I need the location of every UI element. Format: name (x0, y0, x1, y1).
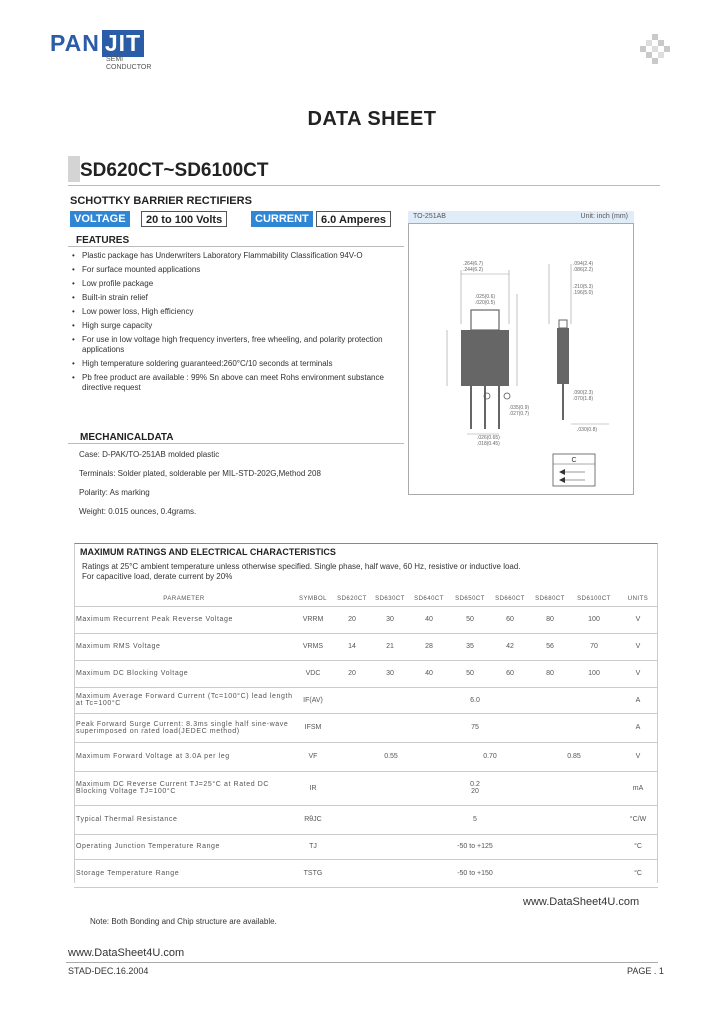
table-cell: 20 (332, 606, 372, 633)
table-cell: Maximum Forward Voltage at 3.0A per leg (74, 742, 294, 771)
table-cell: 100 (570, 606, 618, 633)
table-cell: °C (618, 859, 658, 887)
table-cell: Maximum Average Forward Current (Tc=100°C) lead length at Tc=100°C (74, 687, 294, 713)
table-cell: V (618, 742, 658, 771)
decorative-squares-icon (640, 34, 670, 64)
table-cell: Maximum RMS Voltage (74, 633, 294, 660)
table-row (74, 713, 658, 742)
feature-item: • High temperature soldering guaranteed:260°C/10 seconds at terminals (72, 359, 406, 369)
logo-subtitle: SEMI CONDUCTOR (106, 56, 152, 71)
package-side-body (557, 328, 569, 384)
table-row (74, 606, 658, 633)
feature-item: • For surface mounted applications (72, 265, 406, 275)
table-cell (332, 713, 618, 742)
table-cell: IF(AV) (294, 687, 332, 713)
table-cell: V (618, 660, 658, 687)
table-cell (332, 771, 618, 805)
table-cell: 80 (530, 660, 570, 687)
table-cell-value: 75 (471, 724, 479, 731)
ratings-conditions: Ratings at 25°C ambient temperature unless otherwise specified. Single phase, half wave, 60 Hz, resistive or inductive load. For capacitive load, derate current by 20% (82, 562, 521, 581)
package-tab (471, 310, 499, 330)
table-cell-value: 0.2 (470, 781, 480, 788)
table-row (74, 771, 658, 805)
product-subtitle: SCHOTTKY BARRIER RECTIFIERS (70, 195, 252, 207)
table-cell: 0.55 (332, 742, 450, 771)
feature-item: • Built-in strain relief (72, 293, 406, 303)
dim-h: .030(0.8) (577, 427, 598, 433)
table-cell: IR (294, 771, 332, 805)
mechanical-item: Terminals: Solder plated, solderable per MIL-STD-202G,Method 208 (79, 469, 321, 478)
table-cell: 80 (530, 606, 570, 633)
table-cell: 14 (332, 633, 372, 660)
dim-a: .264(6.7) .244(6.2) (463, 261, 484, 273)
table-cell: 28 (408, 633, 450, 660)
feature-item: • Low profile package (72, 279, 406, 289)
package-header (408, 211, 634, 223)
voltage-label: VOLTAGE (70, 211, 130, 227)
feature-item: • Pb free product are available : 99% Sn above can meet Rohs environment substance directive request (72, 373, 406, 393)
dim-e: .035(0.9) .027(0.7) (509, 405, 530, 417)
dim-d: .025(0.6) .020(0.5) (475, 294, 496, 306)
table-row (74, 859, 658, 887)
page-number: PAGE . 1 (627, 966, 664, 976)
circuit-label: C (571, 457, 577, 464)
table-cell: 35 (450, 633, 490, 660)
table-cell: 20 (332, 660, 372, 687)
package-units: Unit: inch (mm) (580, 213, 628, 220)
table-cell: TJ (294, 834, 332, 859)
logo-jit: JIT (102, 30, 144, 57)
part-number: SD620CT~SD6100CT (80, 160, 269, 181)
table-cell: 30 (372, 606, 408, 633)
table-cell: Maximum DC Blocking Voltage (74, 660, 294, 687)
table-cell: VDC (294, 660, 332, 687)
table-cell: 50 (450, 660, 490, 687)
table-cell: 42 (490, 633, 530, 660)
table-cell: Storage Temperature Range (74, 859, 294, 887)
package-body (461, 330, 509, 386)
feature-item: • Plastic package has Underwriters Laboratory Flammability Classification 94V-O (72, 251, 406, 261)
table-cell (332, 805, 618, 834)
table-cell: VRRM (294, 606, 332, 633)
brand-logo (50, 30, 144, 57)
divider (68, 185, 660, 186)
table-cell-value: 5 (473, 816, 477, 823)
table-cell-value: -50 to +150 (457, 869, 493, 877)
table-header-cell: SD660CT (490, 592, 530, 606)
table-cell: 21 (372, 633, 408, 660)
table-cell: Maximum Recurrent Peak Reverse Voltage (74, 606, 294, 633)
table-cell: °C (618, 834, 658, 859)
footer-divider (66, 962, 658, 963)
mechanical-item: Weight: 0.015 ounces, 0.4grams. (79, 507, 197, 516)
table-cell-value: 20 (471, 788, 479, 795)
table-row (74, 687, 658, 713)
package-name: TO-251AB (413, 213, 446, 220)
table-header-cell: SYMBOL (294, 592, 332, 606)
ratings-heading: MAXIMUM RATINGS AND ELECTRICAL CHARACTERISTICS (80, 547, 336, 557)
package-outline-diagram (409, 224, 635, 496)
table-cell: RθJC (294, 805, 332, 834)
logo-pan: PAN (50, 30, 100, 56)
table-cell: Typical Thermal Resistance (74, 805, 294, 834)
table-header-cell: SD650CT (450, 592, 490, 606)
table-cell: 70 (570, 633, 618, 660)
table-cell: 56 (530, 633, 570, 660)
table-row (74, 834, 658, 859)
table-cell: A (618, 713, 658, 742)
table-cell: Operating Junction Temperature Range (74, 834, 294, 859)
table-header-cell: UNITS (618, 592, 658, 606)
table-cell: Maximum DC Reverse Current TJ=25°C at Rated DC Blocking Voltage TJ=100°C (74, 771, 294, 805)
table-cell (332, 859, 618, 887)
table-cell (332, 834, 618, 859)
features-divider (68, 246, 404, 247)
feature-item: • High surge capacity (72, 321, 406, 331)
feature-item: • For use in low voltage high frequency inverters, free wheeling, and polarity protection applications (72, 335, 406, 355)
dim-g: .026(0.65) .018(0.45) (477, 435, 500, 447)
table-row (74, 660, 658, 687)
table-header-cell: SD640CT (408, 592, 450, 606)
table-header-cell: SD680CT (530, 592, 570, 606)
mechanical-list (79, 450, 399, 526)
table-cell: mA (618, 771, 658, 805)
part-number-marker (68, 156, 80, 182)
table-cell: 60 (490, 606, 530, 633)
table-header-cell: SD620CT (332, 592, 372, 606)
package-drawing (408, 223, 634, 495)
table-cell: IFSM (294, 713, 332, 742)
table-cell-value: 6.0 (470, 696, 480, 704)
watermark-bottom[interactable]: www.DataSheet4U.com (68, 947, 185, 959)
ratings-table (74, 592, 658, 888)
document-code: STAD-DEC.16.2004 (68, 966, 149, 976)
features-heading: FEATURES (76, 235, 130, 246)
table-row (74, 805, 658, 834)
current-label: CURRENT (251, 211, 313, 227)
table-header-cell: PARAMETER (74, 592, 294, 606)
watermark-top[interactable]: www.DataSheet4U.com (523, 896, 640, 908)
table-cell: TSTG (294, 859, 332, 887)
table-cell: VF (294, 742, 332, 771)
table-cell: A (618, 687, 658, 713)
table-row (74, 633, 658, 660)
table-cell: 40 (408, 606, 450, 633)
mechanical-heading: MECHANICALDATA (80, 432, 174, 443)
table-cell: 0.70 (450, 742, 530, 771)
mechanical-divider (68, 443, 404, 444)
mechanical-item: Polarity: As marking (79, 488, 150, 497)
table-header-cell: SD6100CT (570, 592, 618, 606)
table-cell: Peak Forward Surge Current: 8.3ms single half sine-wave superimposed on rated load(JEDEC method) (74, 713, 294, 742)
table-cell: V (618, 606, 658, 633)
table-cell: 50 (450, 606, 490, 633)
table-cell (332, 687, 618, 713)
voltage-value: 20 to 100 Volts (141, 211, 227, 227)
table-cell: 40 (408, 660, 450, 687)
table-cell: 60 (490, 660, 530, 687)
table-header-cell: SD630CT (372, 592, 408, 606)
dim-b: .094(2.4) .086(2.2) (573, 261, 594, 273)
mechanical-item: Case: D-PAK/TO-251AB molded plastic (79, 450, 220, 459)
table-cell: 100 (570, 660, 618, 687)
table-cell: °C/W (618, 805, 658, 834)
current-value: 6.0 Amperes (316, 211, 391, 227)
table-row (74, 742, 658, 771)
table-cell-value: -50 to +125 (457, 843, 493, 850)
table-cell: V (618, 633, 658, 660)
dim-c: .210(5.3) .196(5.0) (573, 284, 594, 296)
features-list (72, 251, 406, 397)
table-cell: VRMS (294, 633, 332, 660)
dim-f: .090(2.3) .070(1.8) (573, 390, 594, 402)
table-cell: 0.85 (530, 742, 618, 771)
structure-note: Note: Both Bonding and Chip structure are available. (90, 917, 277, 926)
page-title: DATA SHEET (307, 108, 437, 130)
feature-item: • Low power loss, High efficiency (72, 307, 406, 317)
table-cell: 30 (372, 660, 408, 687)
